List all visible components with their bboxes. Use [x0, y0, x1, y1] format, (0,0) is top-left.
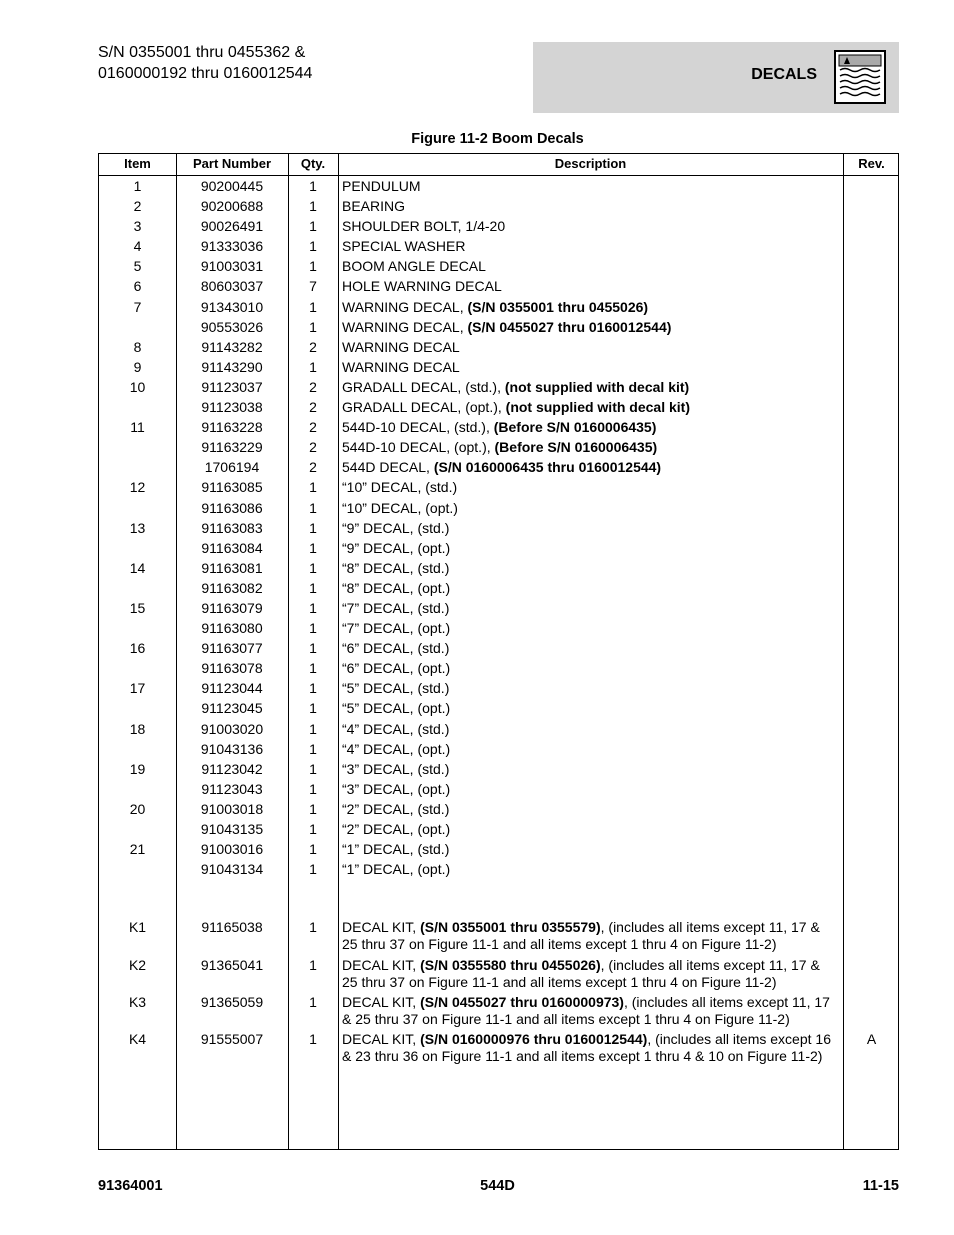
- table-row: [99, 518, 898, 538]
- cell-description: [342, 518, 839, 538]
- section-banner: [533, 42, 899, 113]
- table-row: [99, 397, 898, 417]
- cell-part-number: 91555007: [200, 1031, 264, 1048]
- cell-description: [342, 779, 839, 799]
- description-text: “6” DECAL, (opt.): [342, 660, 451, 677]
- table-row: [99, 799, 898, 819]
- cell-item: 8: [133, 338, 142, 355]
- table-row: [99, 477, 898, 497]
- table-row: [99, 994, 898, 1031]
- cell-item: K4: [128, 1031, 147, 1048]
- cell-item: K3: [128, 994, 147, 1011]
- cell-part-number: 91143290: [201, 358, 263, 375]
- cell-qty: 1: [309, 740, 317, 757]
- description-serial-range: (not supplied with decal kit): [505, 399, 690, 416]
- cell-qty: 7: [309, 278, 317, 295]
- table-row: [99, 256, 898, 276]
- cell-description: [342, 839, 839, 859]
- description-text: 544D DECAL,: [342, 459, 434, 476]
- column-header-rev: Rev.: [858, 156, 885, 171]
- table-row: [99, 176, 898, 196]
- table-row: [99, 558, 898, 578]
- footer-part-number: 91364001: [98, 1178, 163, 1194]
- cell-part-number: 91163079: [201, 599, 263, 616]
- section-title: DECALS: [751, 66, 817, 83]
- description-serial-range: (S/N 0160000976 thru 0160012544): [420, 1031, 648, 1048]
- cell-qty: 1: [309, 318, 317, 335]
- cell-description: [342, 819, 839, 839]
- table-row: [99, 638, 898, 658]
- description-text: “1” DECAL, (std.): [342, 841, 450, 858]
- cell-description: [342, 216, 839, 236]
- cell-description: [342, 437, 839, 457]
- cell-qty: 1: [309, 539, 317, 556]
- cell-description: [342, 799, 839, 819]
- description-text: SPECIAL WASHER: [342, 238, 466, 255]
- cell-qty: 1: [309, 178, 317, 194]
- description-text: WARNING DECAL,: [342, 318, 468, 335]
- description-text: “7” DECAL, (opt.): [342, 620, 451, 637]
- cell-qty: 1: [309, 994, 317, 1011]
- cell-part-number: 91163078: [201, 660, 263, 677]
- cell-part-number: 80603037: [200, 278, 264, 295]
- cell-qty: 1: [309, 298, 317, 315]
- description-serial-range: (S/N 0355001 thru 0455026): [467, 298, 649, 315]
- footer-page-number: 11-15: [862, 1178, 899, 1194]
- description-text: “8” DECAL, (std.): [342, 559, 450, 576]
- cell-part-number: 91003016: [200, 841, 264, 858]
- cell-description: [342, 578, 839, 598]
- cell-qty: 1: [309, 479, 317, 496]
- cell-part-number: 91003020: [200, 720, 264, 737]
- cell-qty: 1: [309, 821, 317, 837]
- footer-model: 544D: [480, 1178, 515, 1194]
- description-text: “9” DECAL, (std.): [342, 519, 450, 536]
- cell-description: [342, 397, 839, 417]
- cell-part-number: 91123042: [201, 760, 263, 777]
- cell-qty: 2: [309, 378, 317, 395]
- cell-part-number: 91163084: [201, 539, 263, 556]
- table-row: [99, 719, 898, 739]
- cell-qty: 1: [309, 780, 317, 797]
- cell-description: [342, 417, 839, 437]
- cell-item: 16: [129, 640, 146, 657]
- cell-qty: 1: [309, 579, 317, 596]
- cell-qty: 1: [309, 660, 317, 677]
- description-serial-range: (S/N 0455027 thru 0160012544): [467, 318, 672, 335]
- cell-part-number: 91365059: [200, 994, 264, 1011]
- serial-range: [98, 42, 312, 84]
- cell-qty: 1: [309, 599, 317, 616]
- column-header-item: Item: [124, 156, 151, 171]
- cell-description: [342, 276, 839, 296]
- table-row: [99, 819, 898, 839]
- description-text: 544D-10 DECAL, (std.),: [342, 419, 494, 436]
- description-text: “3” DECAL, (std.): [342, 760, 450, 777]
- cell-part-number: 91043135: [200, 821, 264, 837]
- manual-book-icon: [834, 50, 886, 104]
- cell-item: 3: [133, 218, 142, 235]
- cell-description: [342, 538, 839, 558]
- description-text: “5” DECAL, (std.): [342, 680, 450, 697]
- cell-description: [342, 357, 839, 377]
- cell-item: 6: [133, 278, 142, 295]
- cell-item: 12: [129, 479, 146, 496]
- cell-item: 13: [129, 519, 146, 536]
- serial-line-2: 0160000192 thru 0160012544: [98, 65, 313, 82]
- cell-part-number: 91343010: [200, 298, 264, 315]
- table-row: [99, 538, 898, 558]
- cell-part-number: 91163229: [201, 439, 263, 456]
- cell-qty: 2: [309, 399, 317, 416]
- table-row: [99, 919, 898, 956]
- cell-item: 18: [129, 720, 146, 737]
- cell-item: 17: [129, 680, 146, 697]
- table-row: [99, 859, 898, 879]
- column-header-qty: Qty.: [300, 156, 326, 171]
- cell-item: 14: [129, 559, 146, 576]
- cell-part-number: 91163085: [201, 479, 263, 496]
- description-text: “3” DECAL, (opt.): [342, 780, 451, 797]
- table-row: [99, 598, 898, 618]
- cell-item: 19: [129, 760, 146, 777]
- column-header-description: Description: [554, 156, 627, 171]
- cell-item: K1: [128, 919, 147, 936]
- description-text: GRADALL DECAL, (opt.),: [342, 399, 506, 416]
- cell-item: 4: [133, 238, 142, 255]
- table-row: [99, 1031, 898, 1068]
- table-row: [99, 276, 898, 296]
- cell-description: [342, 957, 839, 991]
- cell-item: 2: [133, 198, 142, 215]
- description-text: WARNING DECAL: [342, 338, 460, 355]
- cell-qty: 2: [309, 439, 317, 456]
- column-header-part-number: Part Number: [192, 156, 272, 171]
- description-text: DECAL KIT,: [342, 956, 421, 973]
- cell-item: 21: [129, 841, 146, 858]
- cell-part-number: 91165038: [201, 919, 263, 936]
- cell-description: [342, 196, 839, 216]
- cell-qty: 2: [309, 459, 317, 476]
- table-row: [99, 297, 898, 317]
- cell-description: [342, 994, 839, 1028]
- description-text: DECAL KIT,: [342, 994, 421, 1011]
- table-row: [99, 698, 898, 718]
- cell-part-number: 91163228: [201, 419, 263, 436]
- cell-qty: 1: [309, 861, 317, 878]
- description-note: , (includes all items except 11, 17 & 25 thru 37 on Figure 11-1 and all items except 1 thru 4 on Figure 11-2): [342, 994, 830, 1028]
- description-text: HOLE WARNING DECAL: [342, 278, 502, 295]
- table-spacer: [99, 879, 898, 919]
- cell-qty: 1: [309, 218, 317, 235]
- table-row: [99, 957, 898, 994]
- cell-part-number: 91043136: [200, 740, 264, 757]
- table-row: [99, 317, 898, 337]
- description-serial-range: (not supplied with decal kit): [504, 378, 690, 395]
- cell-description: [342, 719, 839, 739]
- cell-item: 10: [129, 378, 146, 395]
- table-row: [99, 437, 898, 457]
- cell-description: [342, 678, 839, 698]
- description-text: “2” DECAL, (std.): [342, 800, 450, 817]
- cell-description: [342, 739, 839, 759]
- cell-part-number: 91123037: [201, 378, 263, 395]
- cell-description: [342, 859, 839, 879]
- table-row: [99, 618, 898, 638]
- cell-description: [342, 236, 839, 256]
- cell-part-number: 91333036: [200, 238, 264, 255]
- cell-qty: 1: [309, 620, 317, 637]
- serial-line-1: S/N 0355001 thru 0455362 &: [98, 44, 306, 61]
- cell-part-number: 90553026: [200, 318, 264, 335]
- cell-part-number: 90200688: [200, 198, 264, 215]
- cell-part-number: 90200445: [200, 178, 264, 194]
- description-text: PENDULUM: [342, 178, 421, 194]
- cell-item: K2: [128, 956, 147, 973]
- table-row: [99, 578, 898, 598]
- cell-qty: 1: [309, 919, 317, 936]
- description-text: “1” DECAL, (opt.): [342, 861, 451, 878]
- cell-part-number: 91043134: [200, 861, 264, 878]
- cell-description: [342, 377, 839, 397]
- description-text: WARNING DECAL: [342, 358, 460, 375]
- cell-description: [342, 337, 839, 357]
- cell-qty: 2: [309, 338, 317, 355]
- table-row: [99, 417, 898, 437]
- cell-item: 1: [133, 178, 142, 194]
- cell-item: 7: [133, 298, 142, 315]
- table-row: [99, 337, 898, 357]
- description-text: DECAL KIT,: [342, 919, 421, 936]
- cell-qty: 1: [309, 499, 317, 516]
- description-text: “4” DECAL, (opt.): [342, 740, 451, 757]
- cell-part-number: 91163083: [201, 519, 263, 536]
- description-text: GRADALL DECAL, (std.),: [342, 378, 505, 395]
- cell-qty: 1: [309, 760, 317, 777]
- cell-part-number: 91163077: [201, 640, 263, 657]
- description-text: “10” DECAL, (std.): [342, 479, 458, 496]
- cell-description: [342, 919, 839, 953]
- cell-description: [342, 759, 839, 779]
- table-row: [99, 759, 898, 779]
- description-note: , (includes all items except 11, 17 & 25 thru 37 on Figure 11-1 and all items except 1 thru 4 on Figure 11-2): [342, 919, 820, 953]
- cell-qty: 1: [309, 238, 317, 255]
- cell-part-number: 91163080: [201, 620, 263, 637]
- cell-description: [342, 698, 839, 718]
- description-text: SHOULDER BOLT, 1/4-20: [342, 218, 506, 235]
- cell-description: [342, 457, 839, 477]
- cell-part-number: 91003031: [200, 258, 264, 275]
- table-row: [99, 216, 898, 236]
- table-row: [99, 457, 898, 477]
- description-serial-range: (S/N 0355001 thru 0355579): [420, 919, 601, 936]
- description-text: 544D-10 DECAL, (opt.),: [342, 439, 495, 456]
- cell-qty: 1: [309, 700, 317, 717]
- cell-part-number: 91123038: [201, 399, 263, 416]
- table-body: [99, 176, 898, 1069]
- cell-qty: 1: [309, 358, 317, 375]
- cell-description: [342, 658, 839, 678]
- cell-description: [342, 477, 839, 497]
- figure-title: Figure 11-2 Boom Decals: [411, 131, 584, 147]
- cell-item: 11: [130, 419, 145, 436]
- cell-description: [342, 598, 839, 618]
- description-text: BOOM ANGLE DECAL: [342, 258, 486, 275]
- description-note: , (includes all items except 16 & 23 thru 36 on Figure 11-1 and all items except 1 thru 4 & 10 on Figure 11-2): [342, 1031, 831, 1065]
- cell-part-number: 91003018: [200, 800, 264, 817]
- description-serial-range: (S/N 0355580 thru 0455026): [420, 956, 601, 973]
- cell-description: [342, 297, 839, 317]
- description-serial-range: (Before S/N 0160006435): [493, 419, 657, 436]
- cell-qty: 1: [309, 519, 317, 536]
- cell-qty: 1: [309, 258, 317, 275]
- description-text: “8” DECAL, (opt.): [342, 579, 451, 596]
- cell-item: 9: [133, 358, 142, 375]
- table-row: [99, 196, 898, 216]
- table-row: [99, 377, 898, 397]
- description-text: “10” DECAL, (opt.): [342, 499, 458, 516]
- description-text: “6” DECAL, (std.): [342, 640, 450, 657]
- cell-qty: 2: [309, 419, 317, 436]
- parts-table: [98, 153, 899, 1150]
- cell-part-number: 91123043: [201, 780, 263, 797]
- cell-qty: 1: [309, 1031, 317, 1048]
- description-text: “4” DECAL, (std.): [342, 720, 450, 737]
- description-serial-range: (S/N 0455027 thru 0160000973): [420, 994, 624, 1011]
- cell-part-number: 90026491: [200, 218, 264, 235]
- cell-description: [342, 618, 839, 638]
- cell-qty: 1: [309, 559, 317, 576]
- cell-qty: 1: [309, 198, 317, 215]
- table-row: [99, 658, 898, 678]
- table-row: [99, 498, 898, 518]
- table-row: [99, 678, 898, 698]
- cell-description: [342, 176, 839, 196]
- description-note: , (includes all items except 11, 17 & 25 thru 37 on Figure 11-1 and all items except 1 thru 4 on Figure 11-2): [342, 956, 820, 990]
- description-text: “7” DECAL, (std.): [342, 599, 450, 616]
- cell-part-number: 91123045: [201, 700, 263, 717]
- table-row: [99, 739, 898, 759]
- cell-part-number: 91365041: [200, 956, 264, 973]
- cell-item: 20: [129, 800, 146, 817]
- cell-qty: 1: [309, 640, 317, 657]
- cell-qty: 1: [309, 680, 317, 697]
- cell-description: [342, 1031, 839, 1065]
- cell-part-number: 91123044: [201, 680, 263, 697]
- cell-item: 5: [133, 258, 142, 275]
- cell-part-number: 91163081: [201, 559, 263, 576]
- cell-description: [342, 638, 839, 658]
- cell-qty: 1: [309, 720, 317, 737]
- table-row: [99, 839, 898, 859]
- table-row: [99, 236, 898, 256]
- cell-description: [342, 256, 839, 276]
- cell-part-number: 91163082: [201, 579, 263, 596]
- description-serial-range: (S/N 0160006435 thru 0160012544): [433, 459, 662, 476]
- cell-part-number: 91163086: [201, 499, 263, 516]
- description-text: DECAL KIT,: [342, 1031, 421, 1048]
- cell-rev: A: [866, 1031, 877, 1048]
- description-text: “2” DECAL, (opt.): [342, 821, 451, 837]
- cell-qty: 1: [309, 956, 317, 973]
- description-text: “5” DECAL, (opt.): [342, 700, 451, 717]
- cell-qty: 1: [309, 841, 317, 858]
- cell-description: [342, 317, 839, 337]
- description-text: BEARING: [342, 198, 406, 215]
- description-text: “9” DECAL, (opt.): [342, 539, 451, 556]
- description-serial-range: (Before S/N 0160006435): [494, 439, 658, 456]
- cell-part-number: 1706194: [204, 459, 260, 476]
- cell-description: [342, 498, 839, 518]
- cell-item: 15: [129, 599, 146, 616]
- table-row: [99, 357, 898, 377]
- table-row: [99, 779, 898, 799]
- cell-qty: 1: [309, 800, 317, 817]
- description-text: WARNING DECAL,: [342, 298, 468, 315]
- cell-description: [342, 558, 839, 578]
- cell-part-number: 91143282: [201, 338, 263, 355]
